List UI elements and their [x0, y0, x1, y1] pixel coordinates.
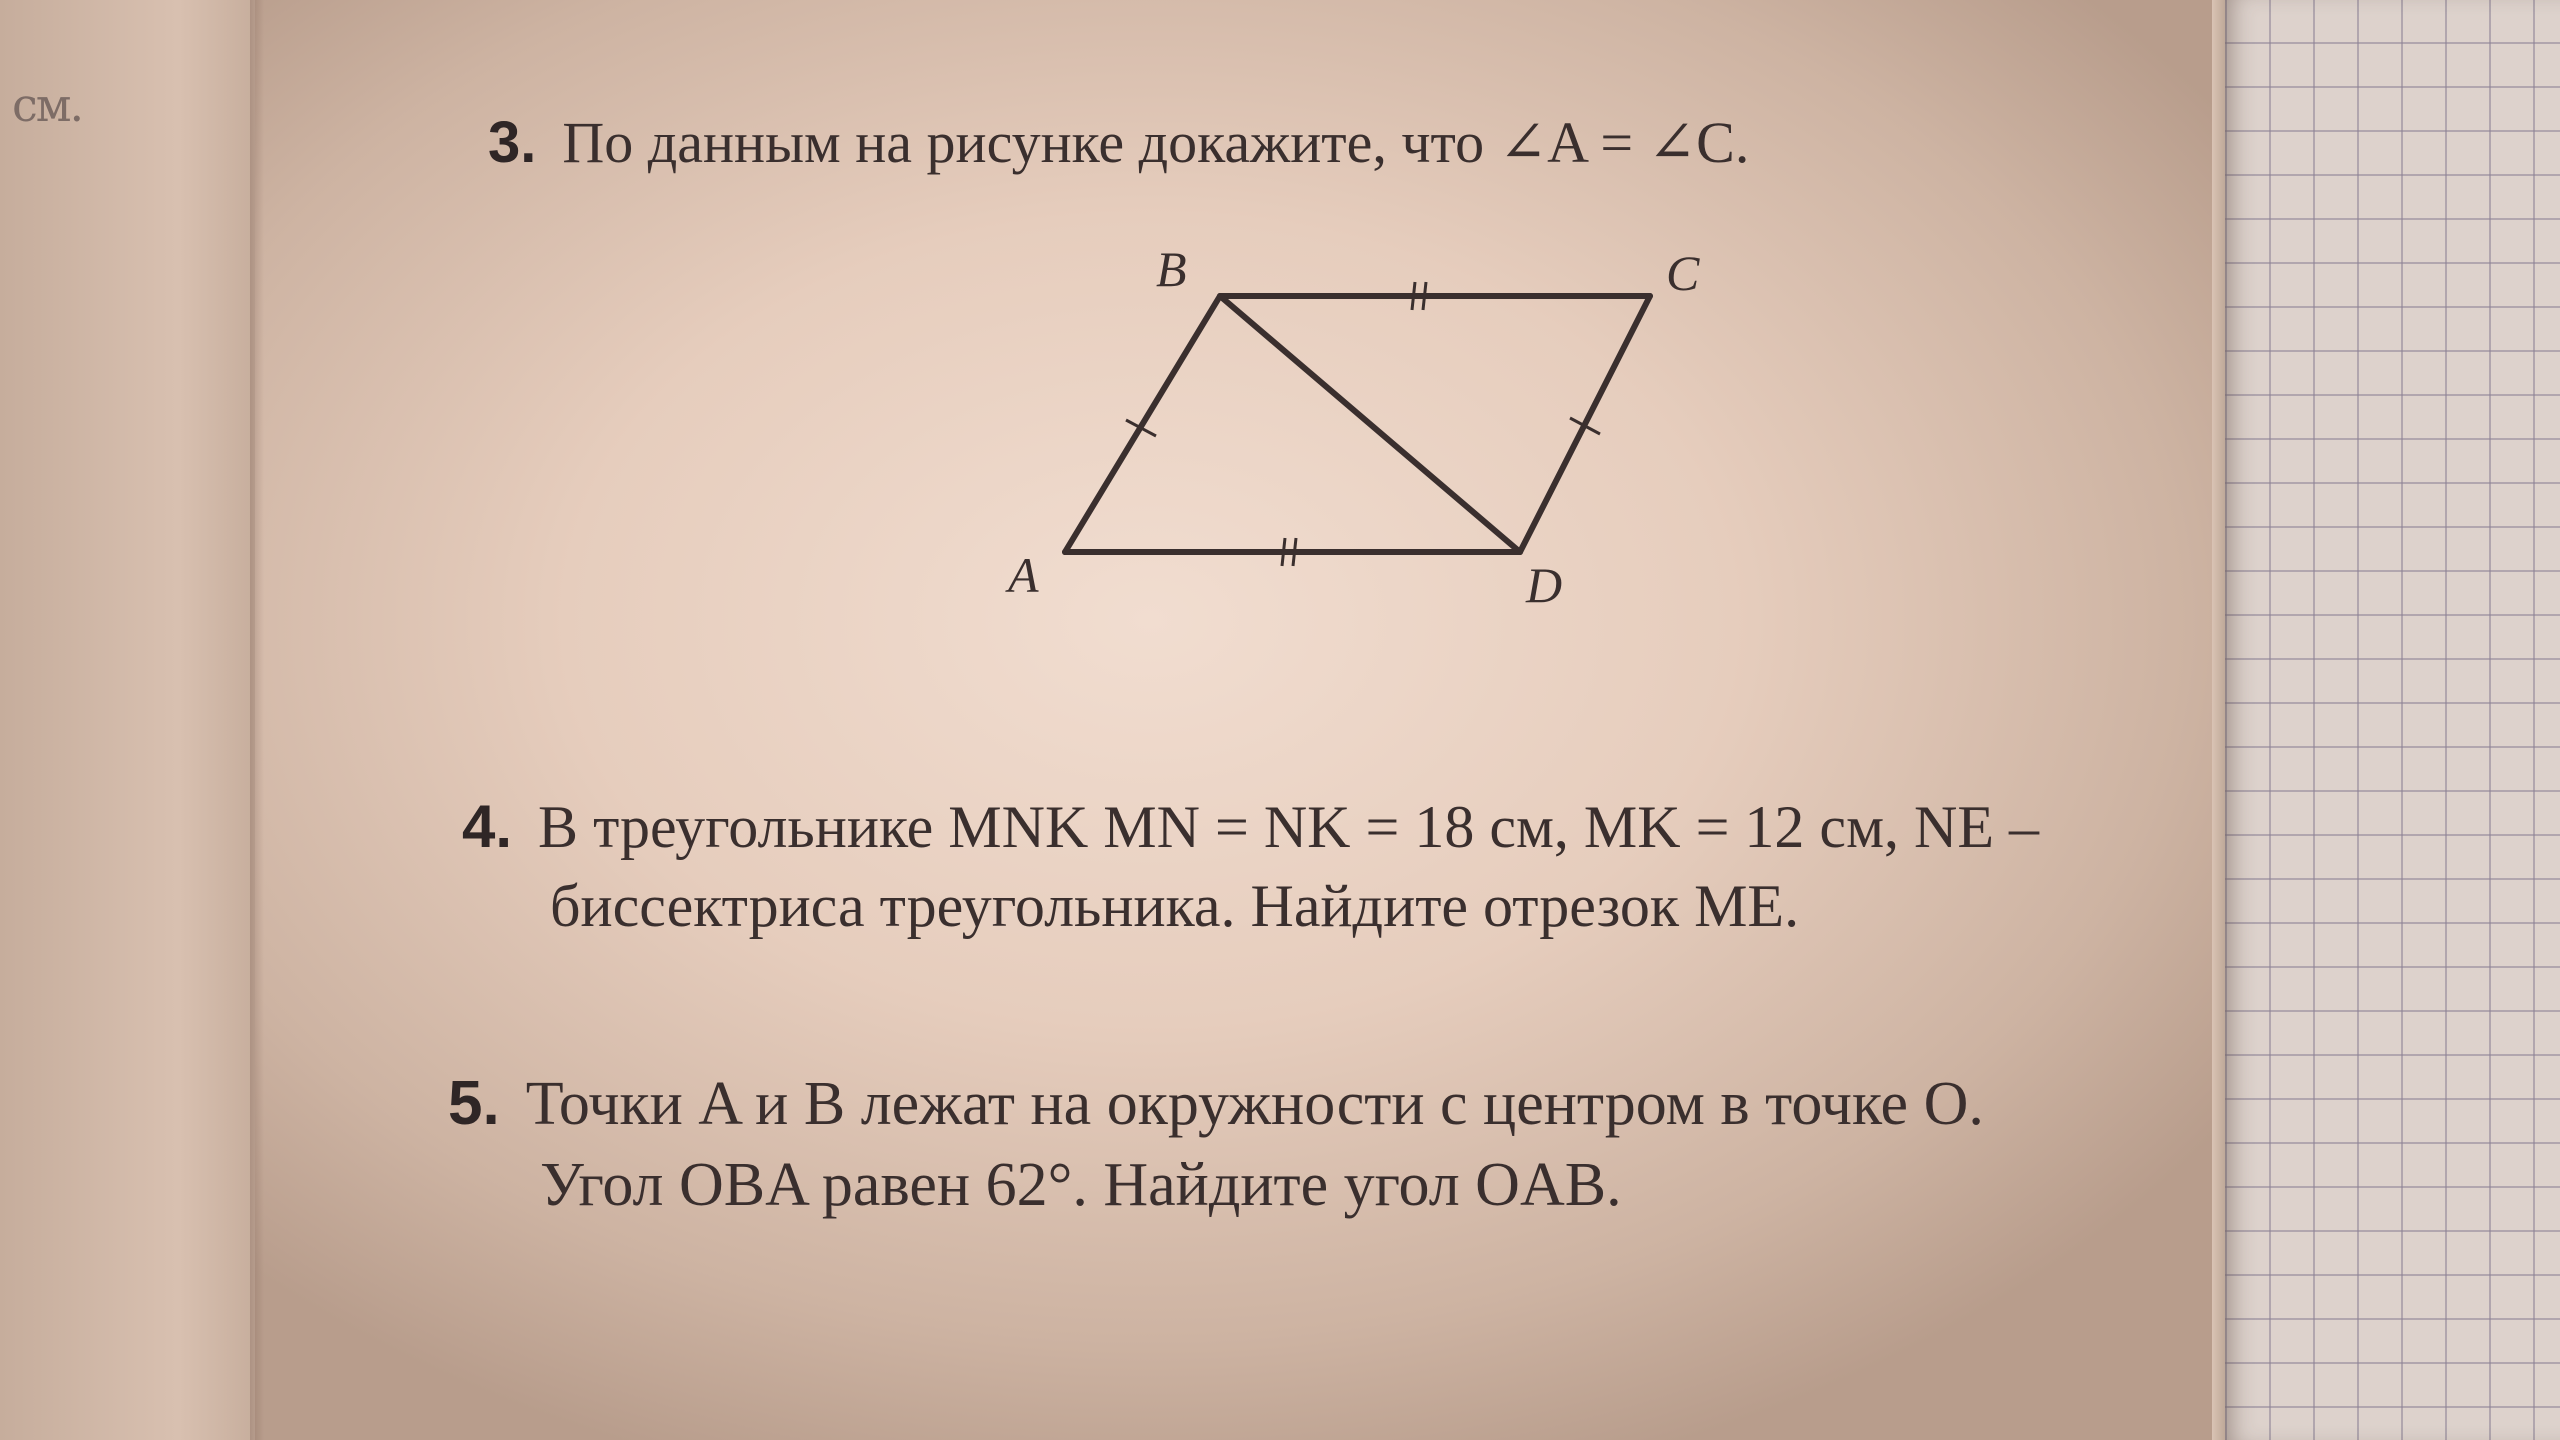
problem-4-line-1 [462, 792, 2039, 862]
side-ab [1065, 296, 1220, 552]
label-c: C [1666, 245, 1700, 301]
label-b: B [1156, 241, 1187, 297]
grid-notebook-paper [2225, 0, 2560, 1440]
problem-3-text: По данным на рисунке докажите, что ∠A = ∠C. [562, 110, 1750, 175]
tick-bc-2 [1423, 282, 1426, 310]
label-a: A [1008, 547, 1039, 603]
label-d: D [1526, 557, 1563, 613]
parallelogram-figure [960, 240, 1720, 640]
problem-4-line-2: биссектриса треугольника. Найдите отрезок ME. [550, 873, 1800, 939]
problem-4-number: 4. [462, 793, 513, 860]
problem-5-line-2: Угол OBA равен 62°. Найдите угол OAB. [540, 1151, 1622, 1219]
problem-4-text-1: В треугольнике MNK MN = NK = 18 см, MK = 12 см, NE – [538, 794, 2040, 860]
problem-3-number: 3. [488, 110, 537, 175]
tick-da-2 [1293, 538, 1296, 566]
problem-5-line-1 [448, 1068, 1984, 1140]
book-fold-shadow [250, 0, 264, 1440]
problem-5-number: 5. [448, 1069, 500, 1138]
diagonal-bd [1220, 296, 1520, 552]
margin-note: см. [12, 78, 83, 132]
tick-bc-1 [1412, 282, 1415, 310]
side-cd [1520, 296, 1650, 552]
problem-3 [488, 108, 1749, 176]
tick-da-1 [1282, 538, 1285, 566]
problem-5-text-1: Точки A и B лежат на окружности с центром в точке O. [525, 1070, 1984, 1138]
left-page [0, 0, 255, 1440]
